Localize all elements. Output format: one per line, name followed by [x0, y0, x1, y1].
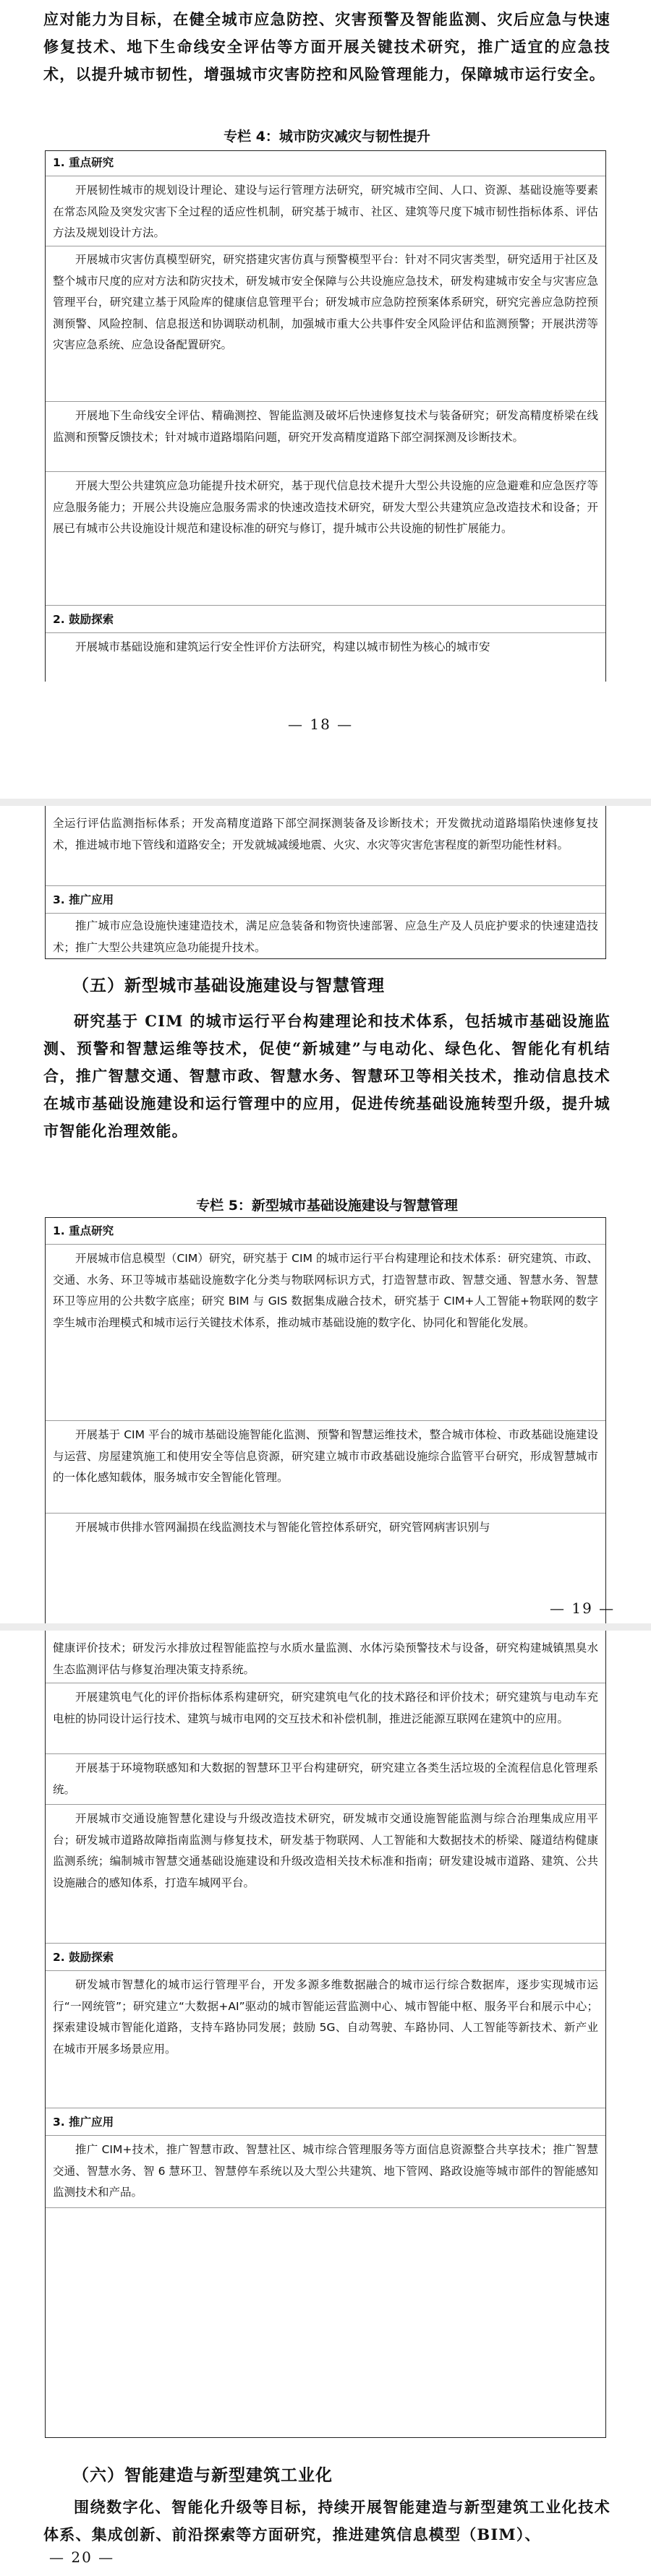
box-4-paragraph: 开展城市灾害仿真模型研究，研究搭建灾害仿真与预警模型平台：针对不同灾害类型，研究适用于社区及整个城市尺度的应对方法和防灾技术，研发城市安全保障与公共设施应急技术，研发构建城市安全与灾害应急管理平台，研究建立基于风险库的健康信息管理平台；研发城市应急防控预案体系研究，研究完善应急防控预测预警、风险控制、信息报送和协调联动机制，加强城市重大公共事件安全风险评估和监测预警；开展洪涝等灾害应急系统、应急设备配置研究。: [53, 253, 598, 351]
box-divider: [46, 1970, 605, 1971]
box-5-paragraph: 研发城市智慧化的城市运行管理平台，开发多源多维数据融合的城市运行综合数据库，逐步实现城市运行“一网统管”；研究建立“大数据+AI”驱动的城市智能运营监测中心、城市智能中枢、服务平台和展示中心；探索建设城市智能化道路，支持车路协同发展；鼓励 5G、自动驾驶、车路协同、人工智能等新技术、新产业在城市开展多场景应用。: [53, 1978, 598, 2056]
page-number: — 19 —: [550, 1600, 616, 1617]
section-6-paragraph: 围绕数字化、智能化升级等目标，持续开展智能建造与新型建筑工业化技术体系、集成创新、前沿探索等方面研究，推进建筑信息模型（BIM）、: [43, 2498, 610, 2543]
page-number: — 20 —: [49, 2549, 115, 2566]
box-4-continued: [45, 806, 606, 959]
box-divider: [46, 885, 605, 886]
box-divider: [46, 2207, 605, 2208]
box-divider: [46, 1804, 605, 1805]
box-4-paragraph: 全运行评估监测指标体系；开发高精度道路下部空洞探测装备及诊断技术；开发微扰动道路塌陷快速修复技术，推进城市地下管线和道路安全；开发就城减缓地震、火灾、水灾等灾害危害程度的新型功能性材料。: [53, 817, 598, 851]
section-5-paragraph: 研究基于 CIM 的城市运行平台构建理论和技术体系，包括城市基础设施监测、预警和智慧运维等技术，促使“新城建”与电动化、绿色化、智能化有机结合，推广智慧交通、智慧市政、智慧水务、智慧环卫等相关技术，推动信息技术在城市基础设施建设和运行管理中的应用，促进传统基础设施转型升级，提升城市智能化治理效能。: [43, 1012, 610, 1140]
box-5-continued: [45, 1631, 606, 2438]
box-5-paragraph: 开展城市交通设施智慧化建设与升级改造技术研究，研发城市交通设施智能监测与综合治理集成应用平台；研发城市道路故障指南监测与修复技术，研发基于物联网、人工智能和大数据技术的桥梁、隧道结构健康监测系统；编制城市智慧交通基础设施建设和升级改造相关技术标准和指南；研发建设城市道路、建筑、公共设施融合的感知体系，打造车城网平台。: [53, 1812, 598, 1889]
box-4-paragraph: 开展城市基础设施和建筑运行安全性评价方法研究，构建以城市韧性为核心的城市安: [75, 640, 490, 653]
page-number: — 18 —: [288, 716, 354, 733]
box-5-subheading-encourage: 2. 鼓励探索: [53, 1951, 114, 1964]
box-5-paragraph: 开展基于环境物联感知和大数据的智慧环卫平台构建研究，研究建立各类生活垃圾的全流程信息化管理系统。: [53, 1761, 598, 1796]
box-4-paragraph: 开展韧性城市的规划设计理论、建设与运行管理方法研究，研究城市空间、人口、资源、基础设施等要素在常态风险及突发灾害下全过程的适应性机制，研究基于城市、社区、建筑等尺度下城市韧性指标体系、评估方法及规划设计方法。: [53, 184, 598, 239]
box-5-subheading-key-research: 1. 重点研究: [53, 1224, 114, 1237]
box-divider: [46, 1943, 605, 1944]
box-5-paragraph: 健康评价技术；研发污水排放过程智能监控与水质水量监测、水体污染预警技术与设备，研究构建城镇黑臭水生态监测评估与修复治理决策支持系统。: [53, 1641, 598, 1676]
section-5-heading: （五）新型城市基础设施建设与智慧管理: [72, 976, 385, 995]
page-18: [0, 0, 651, 806]
box-divider: [46, 2135, 605, 2136]
box-5: [45, 1217, 606, 1631]
box-divider: [46, 1244, 605, 1245]
page-separator: [0, 1623, 651, 1631]
box-divider: [46, 1753, 605, 1754]
box-5-paragraph: 开展城市供排水管网漏损在线监测技术与智能化管控体系研究，研究管网病害识别与: [75, 1521, 490, 1534]
box-5-paragraph: 开展城市信息模型（CIM）研究，研究基于 CIM 的城市运行平台构建理论和技术体系：研究建筑、市政、交通、水务、环卫等城市基础设施数字化分类与物联网标识方式，打造智慧市政、智慧交通、智慧水务、智慧环卫等应用的公共数字底座；研究 BIM 与 GIS 数据集成融合技术，研究基于 CIM+人工智能+物联网的数字孪生城市治理模式和城市运行关键技术体系，推动城市基础设施的数字化、协同化和智能化发展。: [53, 1252, 598, 1329]
page-separator: [0, 799, 651, 806]
section-6-heading: （六）智能建造与新型建筑工业化: [72, 2465, 333, 2485]
intro-paragraph: 应对能力为目标，在健全城市应急防控、灾害预警及智能监测、灾后应急与快速修复技术、地下生命线安全评估等方面开展关键技术研究，推广适宜的应急技术，以提升城市韧性，增强城市灾害防控和风险管理能力，保障城市运行安全。: [43, 10, 610, 83]
box-4-title: 专栏 4：城市防灾减灾与韧性提升: [224, 129, 430, 145]
box-divider: [46, 1513, 605, 1514]
box-divider: [46, 913, 605, 914]
box-divider: [46, 632, 605, 633]
box-5-paragraph: 开展建筑电气化的评价指标体系构建研究，研究建筑电气化的技术路径和评价技术；研究建筑与电动车充电桩的协同设计运行技术、建筑与城市电网的交互技术和补偿机制，推进泛能源互联网在建筑中的应用。: [53, 1691, 598, 1725]
box-4-paragraph: 推广城市应急设施快速建造技术，满足应急装备和物资快速部署、应急生产及人员庇护要求的快速建造技术；推广大型公共建筑应急功能提升技术。: [53, 919, 598, 954]
page-20: [0, 1631, 651, 2576]
box-5-paragraph: 推广 CIM+技术，推广智慧市政、智慧社区、城市综合管理服务等方面信息资源整合共享技术；推广智慧交通、智慧水务、智 6 慧环卫、智慧停车系统以及大型公共建筑、地下管网、路政设施等城市部件的智能感知监测技术和产品。: [53, 2143, 598, 2199]
box-5-subheading-promote: 3. 推广应用: [53, 2116, 114, 2129]
box-divider: [46, 605, 605, 606]
box-divider: [46, 401, 605, 402]
box-4-paragraph: 开展大型公共建筑应急功能提升技术研究，基于现代信息技术提升大型公共设施的应急避难和应急医疗等应急服务能力；开展公共设施应急服务需求的快速改造技术研究，研发大型公共建筑应急改造技术和设备；开展已有城市公共设施设计规范和建设标准的研究与修订，提升城市公共设施的韧性扩展能力。: [53, 479, 598, 535]
box-5-title: 专栏 5：新型城市基础设施建设与智慧管理: [196, 1198, 458, 1214]
page-19: [0, 806, 651, 1631]
box-divider: [46, 471, 605, 472]
box-4-subheading-key-research: 1. 重点研究: [53, 156, 114, 169]
box-4-subheading-promote: 3. 推广应用: [53, 893, 114, 906]
box-divider: [46, 1420, 605, 1421]
box-5-paragraph: 开展基于 CIM 平台的城市基础设施智能化监测、预警和智慧运维技术，整合城市体检、市政基础设施建设与运营、房屋建筑施工和使用安全等信息资源，研究建立城市市政基础设施综合监管平台研究，形成智慧城市的一体化感知载体，服务城市安全智能化管理。: [53, 1428, 598, 1484]
box-4: [45, 150, 606, 682]
box-4-paragraph: 开展地下生命线安全评估、精确测控、智能监测及破坏后快速修复技术与装备研究；研发高精度桥梁在线监测和预警反馈技术；针对城市道路塌陷问题，研究开发高精度道路下部空洞探测及诊断技术。: [53, 409, 598, 444]
box-4-subheading-encourage: 2. 鼓励探索: [53, 613, 114, 626]
